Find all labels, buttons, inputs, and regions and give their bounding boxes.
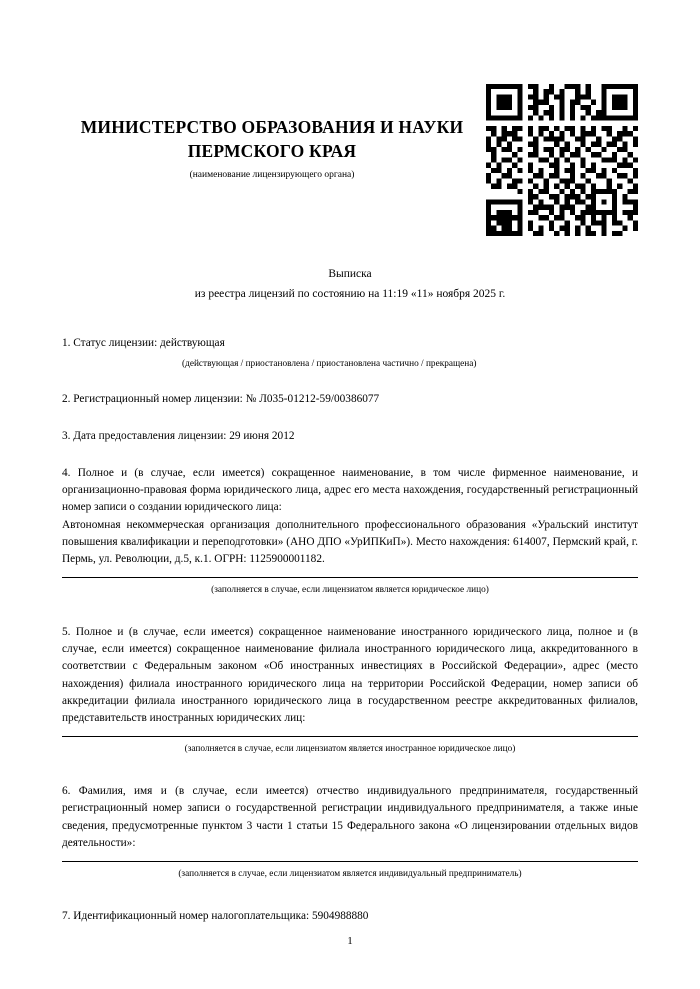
section-7 [62, 908, 638, 925]
page-number: 1 [347, 935, 353, 947]
section-1-note: (действующая / приостановлена / приостановлена частично / прекращена) [182, 358, 477, 369]
authority-caption: (наименование лицензирующего органа) [189, 170, 355, 181]
section-1-text: 1. Статус лицензии: действующая [62, 336, 225, 349]
section-6-note: (заполняется в случае, если лицензиатом является индивидуальный предприниматель) [178, 868, 522, 879]
issuing-authority-title [62, 116, 482, 163]
document-header [62, 0, 482, 180]
section-5-divider [62, 736, 638, 737]
authority-line-1: МИНИСТЕРСТВО ОБРАЗОВАНИЯ И НАУКИ [80, 117, 464, 137]
section-2 [62, 391, 638, 408]
authority-line-2: ПЕРМСКОГО КРАЯ [187, 140, 357, 161]
qr-code-svg [486, 84, 638, 236]
section-5-text: 5. Полное и (в случае, если имеется) сокращенное наименование иностранного юридического лица, полное и (в случае, если имеется) сокращенное наименование филиала иностранного юридического лица, аккредитованного в соответствии с Федеральным законом «Об иностранных инвестициях в Российской Федерации», адрес (место нахождения) филиала иностранного юридического лица на территории Российской Федерации, номер записи об аккредитации филиала иностранного юридического лица в государственном реестре аккредитованных филиалов, представительств иностранных юридических лиц: [62, 626, 638, 724]
section-3 [62, 428, 638, 445]
document-subtitle: из реестра лицензий по состоянию на 11:19 «11» ноября 2025 г. [194, 288, 506, 301]
document-title-block [62, 264, 638, 304]
section-4-body: Автономная некоммерческая организация дополнительного профессионального образования «Уральский институт повышения квалификации и переподготовки» (АНО ДПО «УрИПКиП»). Место нахождения: 614007, Пермский край, г. Пермь, ул. Революции, д.5, к.1. ОГРН: 1125900001182. [62, 518, 638, 565]
section-4-text: 4. Полное и (в случае, если имеется) сокращенное наименование, в том числе фирменное наименование, и организационно-правовая форма юридического лица, адрес его места нахождения, государственный регистрационный номер записи о создании юридического лица: [62, 467, 638, 514]
document-body [62, 335, 638, 926]
section-5-note: (заполняется в случае, если лицензиатом является иностранное юридическое лицо) [184, 744, 516, 755]
section-2-text: 2. Регистрационный номер лицензии: № Л035-01212-59/00386077 [62, 392, 380, 405]
section-5 [62, 624, 638, 756]
section-3-text: 3. Дата предоставления лицензии: 29 июня 2012 [62, 429, 295, 442]
section-4 [62, 465, 638, 597]
document-title: Выписка [328, 268, 372, 281]
section-6-text: 6. Фамилия, имя и (в случае, если имеется) отчество индивидуального предпринимателя, государственный регистрационный номер записи о государственной регистрации индивидуального предпринимателя, а также иные сведения, предусмотренные пунктом 3 части 1 статьи 15 Федерального закона «О лицензировании отдельных видов деятельности»: [62, 785, 638, 849]
qr-code-icon [486, 84, 638, 236]
section-1 [62, 335, 638, 371]
section-4-divider [62, 577, 638, 578]
section-7-text: 7. Идентификационный номер налогоплательщика: 5904988880 [62, 909, 369, 922]
section-4-note: (заполняется в случае, если лицензиатом является юридическое лицо) [211, 585, 489, 596]
section-6 [62, 783, 638, 881]
section-6-divider [62, 861, 638, 862]
